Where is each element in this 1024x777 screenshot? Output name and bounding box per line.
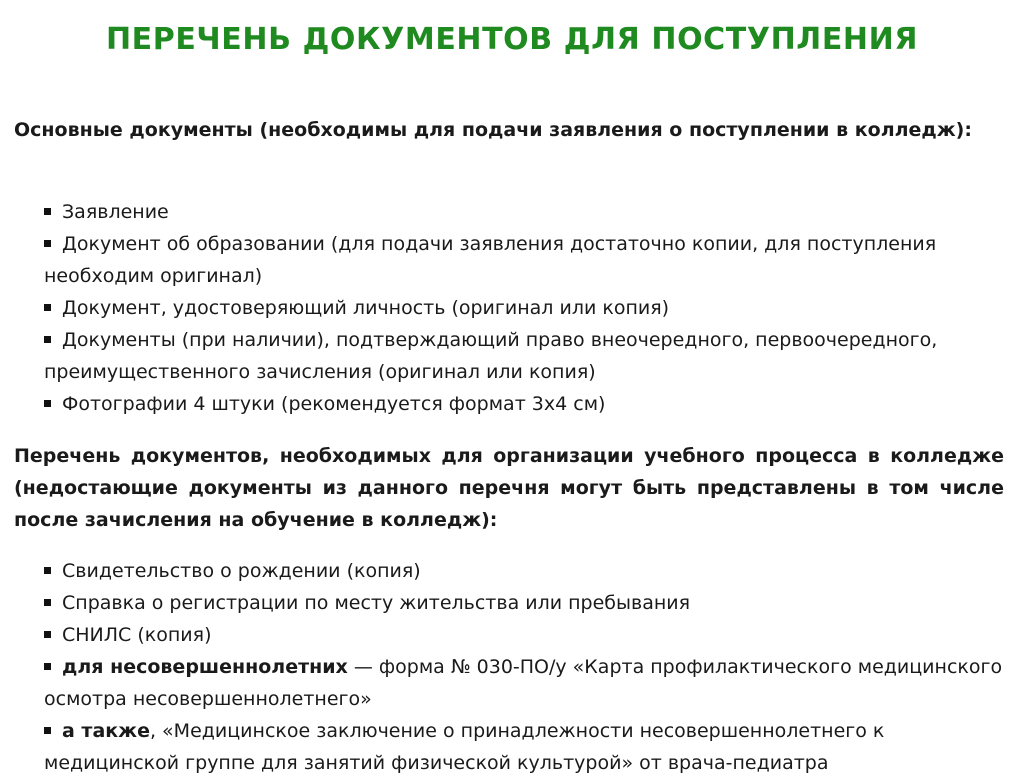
list-item <box>44 555 1004 587</box>
list-item <box>44 715 1004 777</box>
list-item <box>44 388 1004 420</box>
list-item <box>44 651 1004 715</box>
list-item <box>44 228 1004 292</box>
section-heading-additional-documents: Перечень документов, необходимых для организации учебного процесса в колледже (недостающие документы из данного перечня могут быть представлены в том числе после зачисления на обучение в колледж): <box>14 445 1004 531</box>
bullet-icon <box>44 304 51 311</box>
list-item-text: Свидетельство о рождении (копия) <box>62 560 421 582</box>
list-item-text: Документы (при наличии), подтверждающий право внеочередного, первоочередного, преимущественного зачисления (оригинал или копия) <box>44 329 938 383</box>
list-item-text: , «Медицинское заключение о принадлежности несовершеннолетнего к медицинской группе для занятий физической культурой» от врача-педиатра <box>44 720 885 774</box>
list-item-strong-text: а также <box>62 720 150 742</box>
bullet-icon <box>44 599 51 606</box>
bullet-icon <box>44 567 51 574</box>
list-item-text: Документ об образовании (для подачи заявления достаточно копии, для поступления необходим оригинал) <box>44 233 937 287</box>
list-item <box>44 196 1004 228</box>
list-item-text: Справка о регистрации по месту жительства или пребывания <box>62 592 691 614</box>
list-item <box>44 292 1004 324</box>
list-item-text: СНИЛС (копия) <box>62 624 212 646</box>
list-item <box>44 587 1004 619</box>
list-item <box>44 619 1004 651</box>
page-title: ПЕРЕЧЕНЬ ДОКУМЕНТОВ ДЛЯ ПОСТУПЛЕНИЯ <box>105 22 919 57</box>
list-item-text: — форма № 030-ПО/у «Карта профилактического медицинского осмотра несовершеннолетнего» <box>44 656 1003 710</box>
bullet-icon <box>44 336 51 343</box>
main-documents-list <box>44 196 1004 420</box>
bullet-icon <box>44 208 51 215</box>
additional-documents-list <box>44 555 1004 777</box>
list-item-text: Документ, удостоверяющий личность (оригинал или копия) <box>62 297 670 319</box>
list-item <box>44 324 1004 388</box>
list-item-text: Заявление <box>62 201 169 223</box>
bullet-icon <box>44 727 51 734</box>
bullet-icon <box>44 663 51 670</box>
list-item-strong-text: для несовершеннолетних <box>62 656 348 678</box>
list-item-text: Фотографии 4 штуки (рекомендуется формат 3х4 см) <box>62 393 606 415</box>
bullet-icon <box>44 400 51 407</box>
bullet-icon <box>44 631 51 638</box>
bullet-icon <box>44 240 51 247</box>
section-heading-main-documents: Основные документы (необходимы для подачи заявления о поступлении в колледж): <box>14 119 972 141</box>
